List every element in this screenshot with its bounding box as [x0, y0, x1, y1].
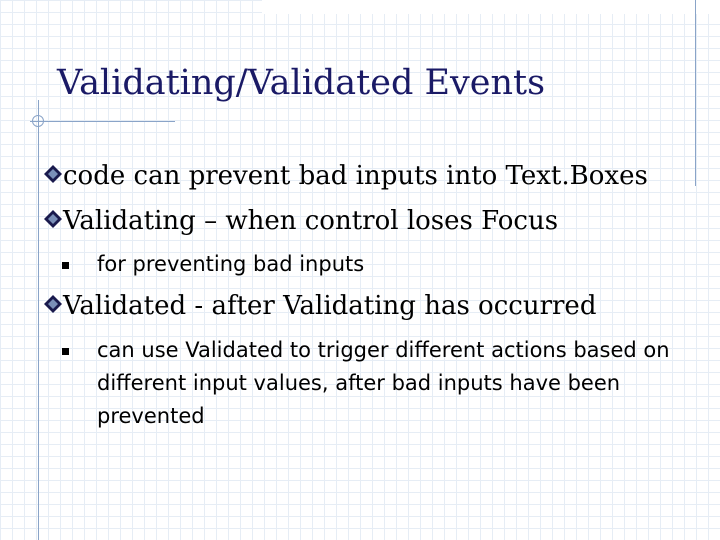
- bullet-text: Validating – when control loses Focus: [63, 206, 559, 236]
- slide-title: Validating/Validated Events: [57, 63, 546, 103]
- title-underline: [30, 121, 175, 122]
- diamond-bullet-icon: [44, 165, 62, 183]
- right-accent-line: [695, 0, 696, 186]
- sub-bullet-text: can use Validated to trigger different actions based on different input values, after bad inputs have been prevented: [97, 338, 670, 428]
- bullet-text: code can prevent bad inputs into Text.Boxes: [63, 161, 648, 191]
- sub-bullet-text: for preventing bad inputs: [97, 252, 365, 276]
- diamond-bullet-icon: [44, 210, 62, 228]
- crosshair-icon: [32, 115, 44, 127]
- square-bullet-icon: [62, 348, 69, 355]
- square-bullet-icon: [62, 262, 69, 269]
- bullet-text: Validated - after Validating has occurred: [63, 291, 597, 321]
- header-band: [262, 0, 720, 14]
- diamond-bullet-icon: [44, 295, 62, 313]
- left-accent-line: [38, 100, 39, 540]
